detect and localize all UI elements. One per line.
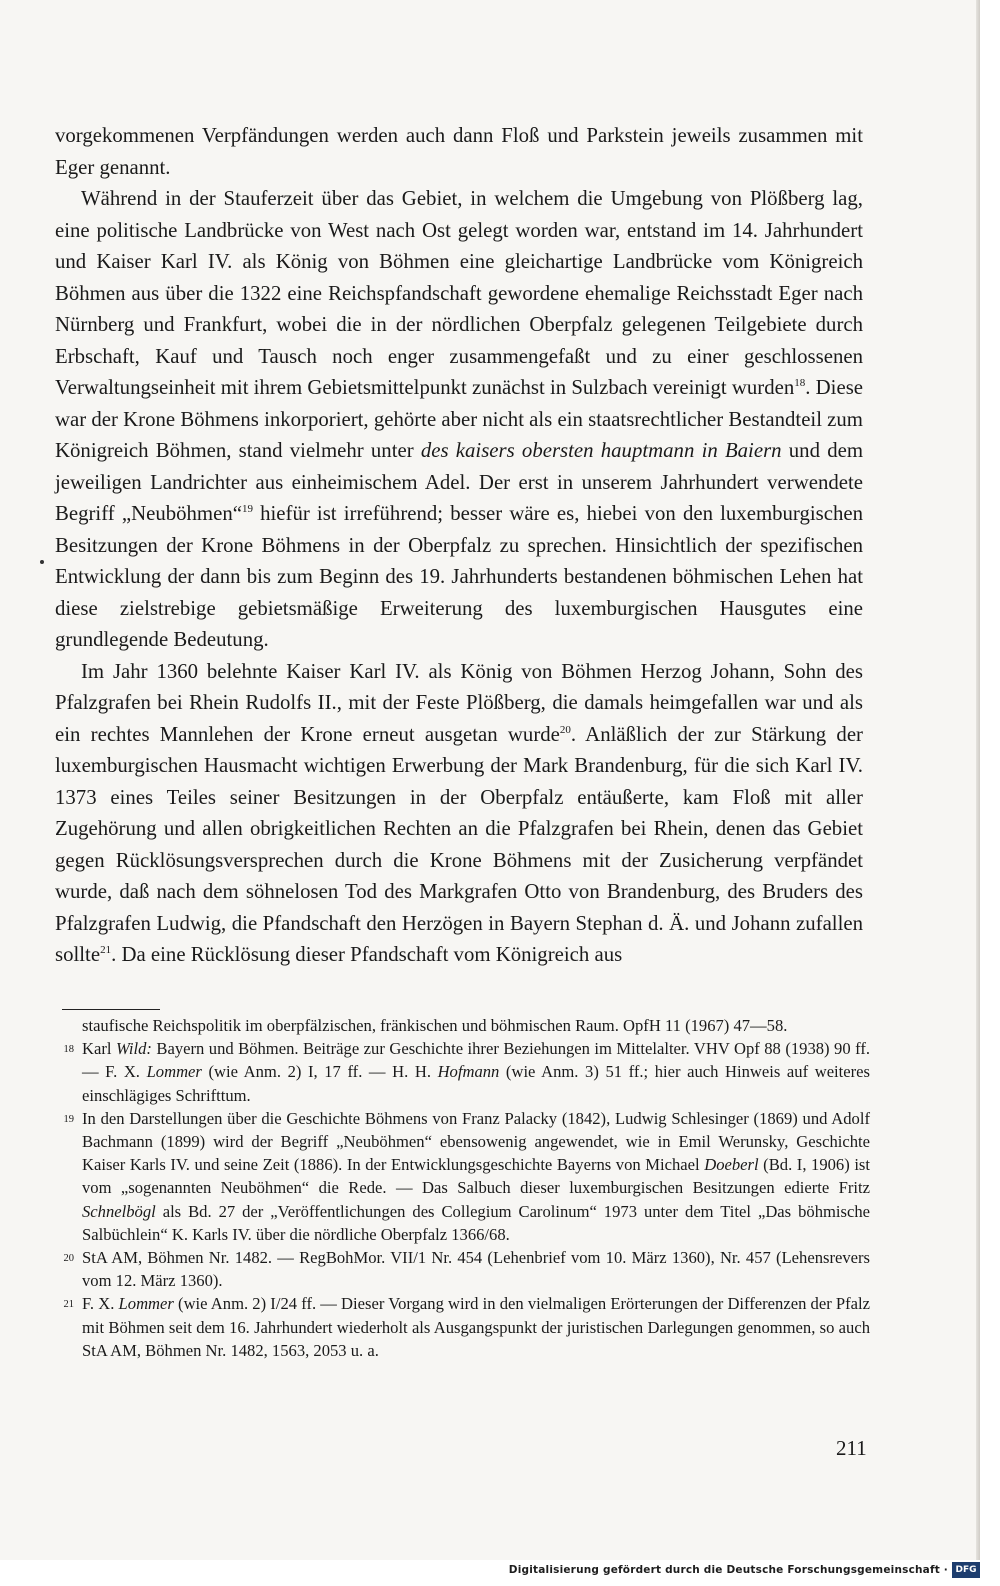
text-run: Bayern und Böhmen. Beiträge zur Geschichte ihrer Beziehungen im Mittelalter. VHV Opf 88 (1938) 90 ff. — F. X. — [82, 1039, 871, 1082]
text-run: Karl — [82, 1039, 116, 1059]
footnote-number: 20 — [63, 1253, 74, 1265]
italic-text: Lommer — [146, 1062, 202, 1082]
text-run: (wie Anm. 3) 51 ff.; hier auch Hinweis auf weiteres einschlägiges Schrifttum. — [82, 1062, 870, 1105]
footnote-number: 21 — [63, 1299, 74, 1311]
text-run: StA AM, Böhmen Nr. 1482. — RegBohMor. VII/1 Nr. 454 (Lehenbrief vom 10. März 1360), Nr. 457 (Lehensrevers vom 12. März 1360). — [82, 1248, 870, 1291]
footnote-reference: 21 — [100, 944, 112, 956]
digitization-credit: Digitalisierung gefördert durch die Deutsche Forschungsgemeinschaft · — [508, 1564, 948, 1576]
text-run: (wie Anm. 2) I, 17 ff. — H. H. — [201, 1062, 438, 1082]
text-run: . Diese war der Krone Böhmens inkorporiert, gehörte aber nicht als ein staatsrechtlicher Bestandteil zum Königreich Böhmen, stand vielmehr unter — [55, 376, 864, 462]
footnote-reference: 18 — [794, 377, 806, 389]
footnote — [50, 1037, 870, 1107]
italic-text: des kaisers obersten hauptmann in Baiern — [420, 439, 782, 462]
text-run: (Bd. I, 1906) ist vom „sogenannten Neuböhmen“ die Rede. — Das Salbuch dieser luxemburgischen Besitzungen edierte Fritz — [82, 1155, 870, 1198]
footnote-number — [50, 1014, 74, 1015]
text-run: als Bd. 27 der „Veröffentlichungen des Collegium Carolinum“ 1973 unter dem Titel „Das böhmische Salbüchlein“ K. Karls IV. über die nördliche Oberpfalz 1366/68. — [82, 1201, 870, 1244]
text-run: vorgekommenen Verpfändungen werden auch dann Floß und Parkstein jeweils zusammen mit Eger genannt. — [55, 124, 863, 179]
main-text — [55, 120, 863, 971]
paragraph — [55, 656, 863, 971]
text-run: F. X. — [82, 1294, 119, 1314]
footnote — [50, 1292, 870, 1362]
text-run: hiefür ist irreführend; besser wäre es, hiebei von den luxemburgischen Besitzungen der Krone Böhmens in der Oberpfalz zu sprechen. Hinsichtlich der spezifischen Entwicklung der dann bis zum Beginn des 19. Jahrhunderts bestandenen böhmischen Lehen hat diese zielstrebige gebietsmäßige Erweiterung des luxemburgischen Hausgutes eine grundlegende Bedeutung. — [55, 502, 863, 651]
text-run: . Da eine Rücklösung dieser Pfandschaft vom Königreich aus — [111, 943, 623, 966]
footnote-reference: 19 — [241, 503, 253, 515]
paragraph — [55, 183, 863, 656]
text-run: Im Jahr 1360 belehnte Kaiser Karl IV. als König von Böhmen Herzog Johann, Sohn des Pfalzgrafen bei Rhein Rudolfs II., mit der Feste Plößberg, die damals heimgefallen war und als ein rechtes Mannlehen der Krone erneut ausgetan wurde — [55, 659, 863, 746]
footnote-number: 19 — [63, 1113, 74, 1125]
text-run: Während in der Stauferzeit über das Gebiet, in welchem die Umgebung von Plößberg lag, eine politische Landbrücke von West nach Ost gelegt worden war, entstand im 14. Jahrhundert und Kaiser Karl IV. als König von Böhmen eine gleichartige Landbrücke vom Königreich Böhmen aus über die 1322 eine Reichspfandschaft gewordene ehemalige Reichsstadt Eger nach Nürnberg und Frankfurt, wobei die in der nördlichen Oberpfalz gelegenen Teilgebiete durch Erbschaft, Kauf und Tausch noch enger zusammengefaßt und zu einer geschlossenen Verwaltungseinheit mit ihrem Gebietsmittelpunkt zunächst in Sulzbach vereinigt wurden — [55, 187, 863, 399]
dfg-logo-icon: DFG — [952, 1562, 980, 1578]
footnotes — [50, 1014, 870, 1362]
text-run: (wie Anm. 2) I/24 ff. — Dieser Vorgang wird in den vielmaligen Erörterungen der Differenzen der Pfalz mit Böhmen seit dem 16. Jahrhundert wiederholt als Ausgangspunkt der juristischen Darlegungen genommen, so auch StA AM, Böhmen Nr. 1482, 1563, 2053 u. a. — [82, 1294, 871, 1360]
footnote-separator — [62, 1009, 160, 1010]
text-run: und dem jeweiligen Landrichter aus einheimischem Adel. Der erst in unserem Jahrhundert verwendete Begriff „Neuböhmen“ — [55, 439, 863, 525]
margin-speck — [40, 560, 44, 564]
footnote-reference: 20 — [559, 723, 571, 736]
footnote — [50, 1107, 870, 1246]
italic-text: Hofmann — [437, 1062, 500, 1082]
footnote-number: 18 — [63, 1044, 74, 1056]
text-run: In den Darstellungen über die Geschichte Böhmens von Franz Palacky (1842), Ludwig Schlesinger (1869) und Adolf Bachmann (1899) wird der Begriff „Neuböhmen“ ebensowenig angewendet, wie in Emil Werunsky, Geschichte Kaiser Karls IV. und seine Zeit (1886). In der Entwicklungsgeschichte Bayerns von Michael — [82, 1108, 870, 1175]
text-run: staufische Reichspolitik im oberpfälzischen, fränkischen und böhmischen Raum. OpfH 11 (1967) 47—58. — [82, 1016, 788, 1035]
italic-text: Wild: — [115, 1039, 152, 1059]
italic-text: Schnelbögl — [82, 1201, 156, 1221]
italic-text: Lommer — [118, 1294, 174, 1314]
paragraph — [55, 120, 863, 183]
text-run: . Anläßlich der zur Stärkung der luxemburgischen Hausmacht wichtigen Erwerbung der Mark Brandenburg, für die sich Karl IV. 1373 eines Teiles seiner Besitzungen in der Oberpfalz entäußerte, kam Floß mit aller Zugehörung und allen obrigkeitlichen Rechten an die Pfalzgrafen bei Rhein, denen das Gebiet gegen Rücklösungsversprechen durch die Krone Böhmens mit der Zusicherung verpfändet wurde, daß nach dem söhnelosen Tod des Markgrafen Otto von Brandenburg, des Bruders des Pfalzgrafen Ludwig, die Pfandschaft den Herzögen in Bayern Stephan d. Ä. und Johann zufallen sollte — [55, 722, 863, 966]
page-edge-shadow — [976, 0, 980, 1560]
page-number: 211 — [836, 1436, 867, 1460]
footnote — [50, 1014, 870, 1037]
italic-text: Doeberl — [704, 1155, 759, 1175]
footnote — [50, 1246, 870, 1292]
